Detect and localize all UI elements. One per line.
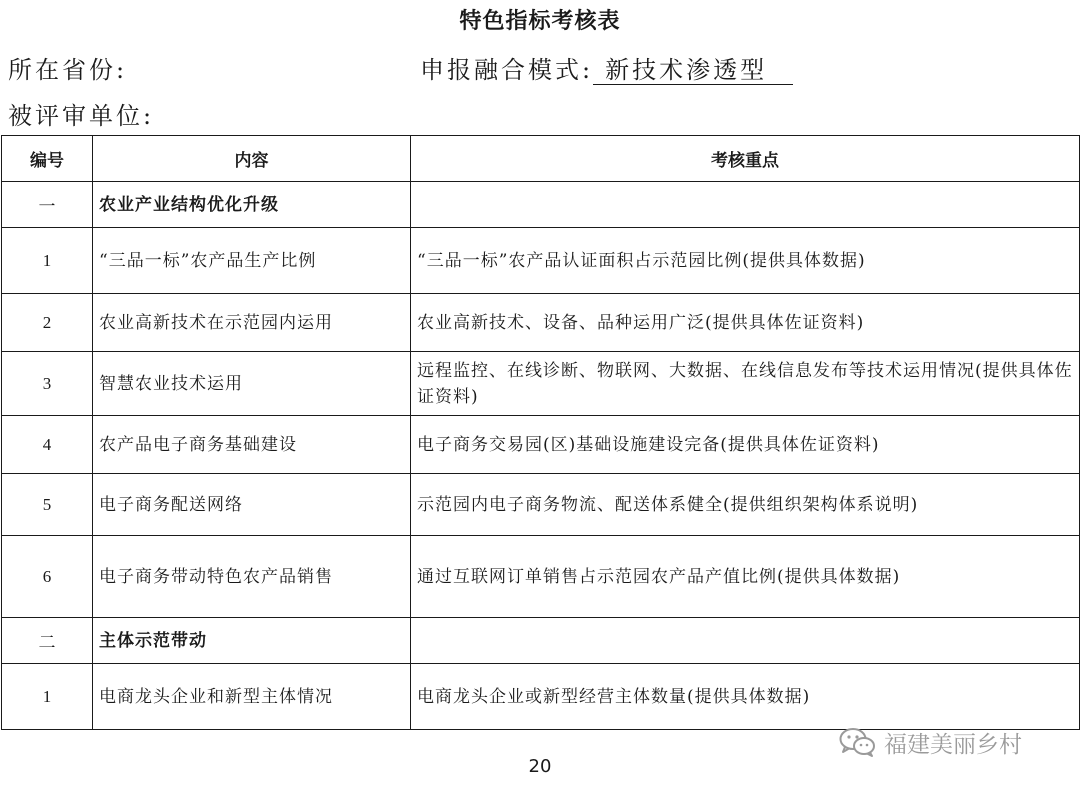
fusion-mode-field xyxy=(420,50,793,85)
evaluated-unit-label: 被评审单位: xyxy=(8,102,155,130)
row-key-points xyxy=(411,618,1080,664)
assessment-table xyxy=(1,135,1080,730)
page-number: 20 xyxy=(528,756,552,777)
row-key-points: 农业高新技术、设备、品种运用广泛(提供具体佐证资料) xyxy=(411,294,1080,352)
table-row xyxy=(2,416,1080,474)
fusion-mode-label: 申报融合模式: xyxy=(420,56,594,84)
row-num: 6 xyxy=(2,536,93,618)
row-key-points: 远程监控、在线诊断、物联网、大数据、在线信息发布等技术运用情况(提供具体佐证资料) xyxy=(411,352,1080,416)
row-key-points: “三品一标”农产品认证面积占示范园比例(提供具体数据) xyxy=(411,228,1080,294)
header-content: 内容 xyxy=(93,136,411,182)
table-row xyxy=(2,474,1080,536)
document-title: 特色指标考核表 xyxy=(459,9,621,34)
table-row xyxy=(2,352,1080,416)
row-num: 2 xyxy=(2,294,93,352)
row-content: 电商龙头企业和新型主体情况 xyxy=(93,664,411,730)
row-content: 农业产业结构优化升级 xyxy=(93,182,411,228)
fusion-mode-value: 新技术渗透型 xyxy=(593,56,793,85)
row-content: 电子商务配送网络 xyxy=(93,474,411,536)
row-key-points xyxy=(411,182,1080,228)
row-content: 农业高新技术在示范园内运用 xyxy=(93,294,411,352)
row-num: 1 xyxy=(2,228,93,294)
table-row xyxy=(2,536,1080,618)
wechat-icon xyxy=(838,726,876,758)
row-num: 一 xyxy=(2,182,93,228)
row-num: 3 xyxy=(2,352,93,416)
row-num: 5 xyxy=(2,474,93,536)
watermark xyxy=(838,724,1022,760)
table-header-row xyxy=(2,136,1080,182)
table-row xyxy=(2,228,1080,294)
table-row xyxy=(2,182,1080,228)
row-num: 1 xyxy=(2,664,93,730)
watermark-text: 福建美丽乡村 xyxy=(884,731,1022,758)
row-content: 农产品电子商务基础建设 xyxy=(93,416,411,474)
row-content: 电子商务带动特色农产品销售 xyxy=(93,536,411,618)
row-num: 二 xyxy=(2,618,93,664)
row-content: “三品一标”农产品生产比例 xyxy=(93,228,411,294)
header-key-points: 考核重点 xyxy=(411,136,1080,182)
header-num: 编号 xyxy=(2,136,93,182)
table-row xyxy=(2,294,1080,352)
row-content: 主体示范带动 xyxy=(93,618,411,664)
row-key-points: 电子商务交易园(区)基础设施建设完备(提供具体佐证资料) xyxy=(411,416,1080,474)
row-key-points: 电商龙头企业或新型经营主体数量(提供具体数据) xyxy=(411,664,1080,730)
province-label: 所在省份: xyxy=(8,56,128,84)
table-row xyxy=(2,618,1080,664)
row-key-points: 通过互联网订单销售占示范园农产品产值比例(提供具体数据) xyxy=(411,536,1080,618)
table-row xyxy=(2,664,1080,730)
row-key-points: 示范园内电子商务物流、配送体系健全(提供组织架构体系说明) xyxy=(411,474,1080,536)
row-content: 智慧农业技术运用 xyxy=(93,352,411,416)
row-num: 4 xyxy=(2,416,93,474)
